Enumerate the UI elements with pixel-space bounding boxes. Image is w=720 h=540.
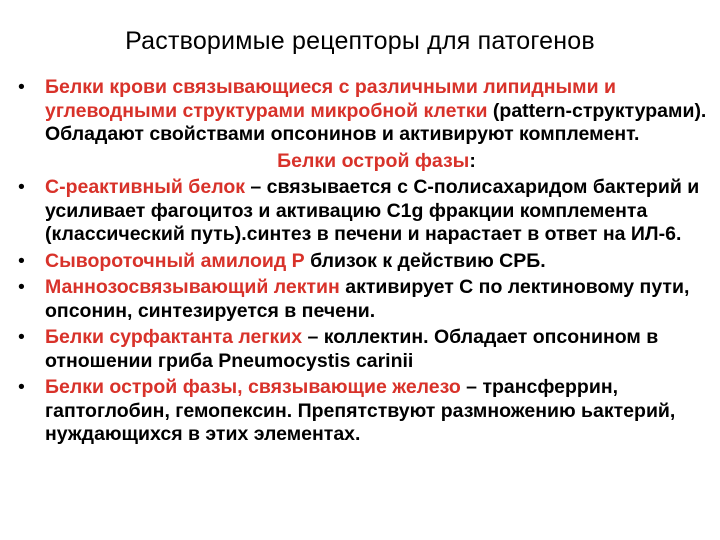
acute-phase-label: Белки острой фазы	[277, 149, 470, 172]
list-item-blood-proteins	[18, 76, 708, 147]
list-item-mbl	[18, 276, 708, 323]
acute-phase-subheading	[18, 150, 708, 174]
list-item-amyloid-p	[18, 250, 708, 274]
term-blood-proteins: Белки крови связывающиеся с различными липидными и углеводными структурами микробной клетки	[45, 76, 617, 122]
list-item-crp	[18, 176, 708, 247]
term-iron-binding: Белки острой фазы, связывающие железо	[45, 376, 461, 398]
bullet-icon: •	[18, 76, 25, 98]
desc-amyloid-p: близок к действию СРБ.	[304, 249, 546, 272]
term-crp: С-реактивный белок	[45, 176, 245, 198]
acute-phase-colon: :	[469, 149, 476, 172]
term-surfactant: Белки сурфактанта легких	[45, 326, 303, 348]
slide-content	[18, 76, 708, 450]
desc-iron-binding: – трансферрин, гаптоглобин, гемопексин. Препятствуют размножению ьактерий, нуждающихся в этих элементах.	[45, 376, 676, 445]
bullet-icon: •	[18, 376, 25, 398]
list-item-iron-binding	[18, 376, 708, 447]
bullet-icon: •	[18, 249, 25, 272]
bullet-icon: •	[18, 326, 25, 348]
slide-title: Растворимые рецепторы для патогенов	[125, 27, 595, 55]
desc-mbl: активирует С по лектиновому пути, опсонин, синтезируется в печени.	[45, 276, 690, 322]
desc-crp: – связывается с С-полисахаридом бактерий и усиливает фагоцитоз и активацию С1g фракции комплемента (классический путь).синтез в печени и нарастает в ответ на ИЛ-6.	[45, 176, 700, 245]
bullet-icon: •	[18, 176, 25, 198]
desc-blood-proteins: (pattern-структурами). Обладают свойствами опсонинов и активируют комплемент.	[45, 99, 707, 145]
desc-surfactant: – коллектин. Обладает опсонином в отношении гриба Pneumocystis carinii	[45, 326, 659, 372]
list-item-surfactant	[18, 326, 708, 373]
term-amyloid-p: Сывороточный амилоид Р	[45, 249, 305, 272]
bullet-icon: •	[18, 276, 25, 298]
term-mbl: Маннозосвязывающий лектин	[45, 276, 340, 298]
